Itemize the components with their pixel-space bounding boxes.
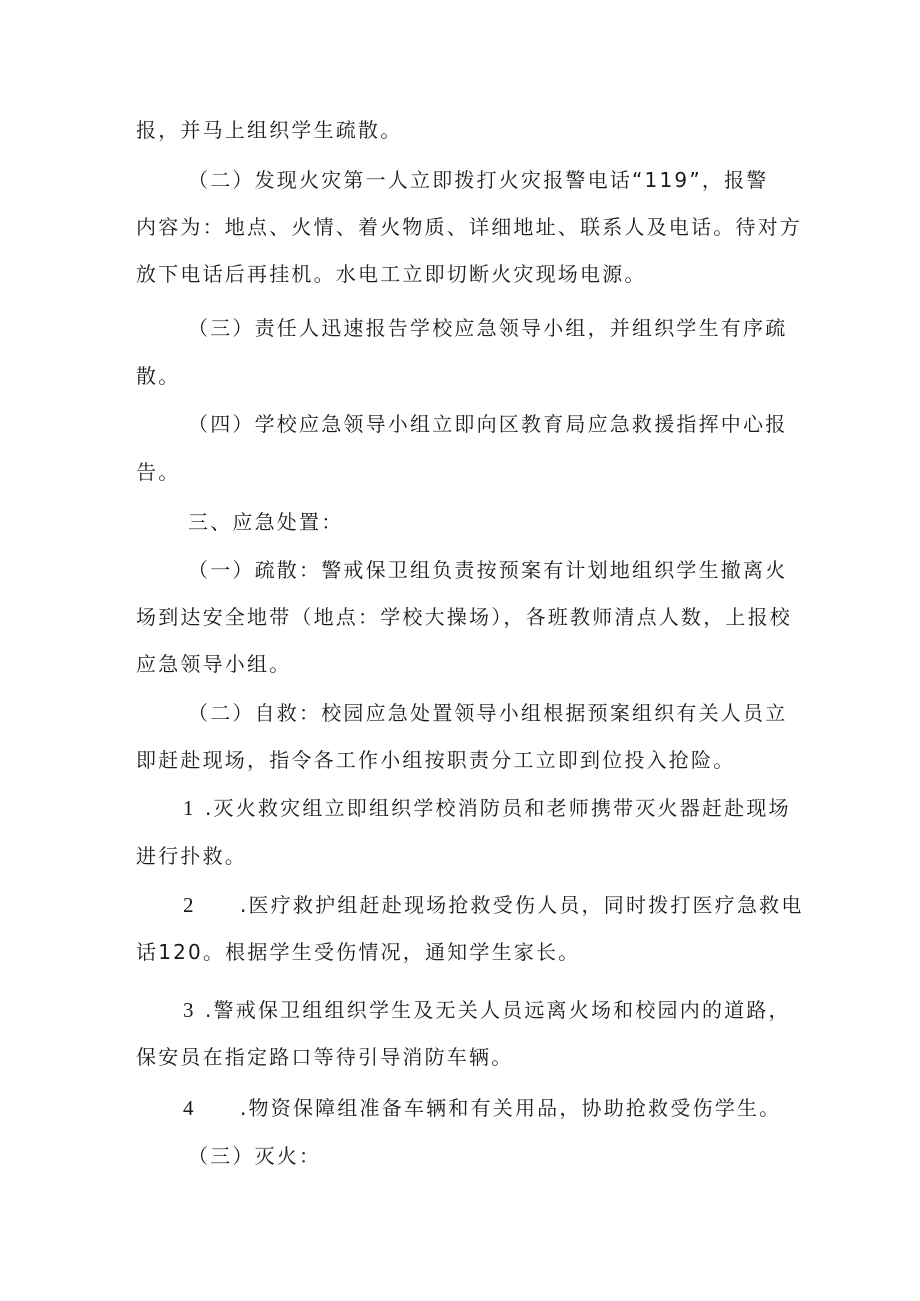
text-line: （一）疏散：警戒保卫组负责按预案有计划地组织学生撤离火 [188, 558, 788, 582]
text-line: 散。 [136, 364, 181, 388]
text-line: 进行扑救。 [136, 844, 247, 868]
text-line: .物资保障组准备车辆和有关用品，协助抢救受伤学生。 [240, 1096, 782, 1120]
item-number: 3 [183, 998, 194, 1022]
text-line: 放下电话后再挂机。水电工立即切断火灾现场电源。 [136, 262, 647, 286]
text-line: 应急领导小组。 [136, 652, 292, 676]
text-line: 内容为：地点、火情、着火物质、详细地址、联系人及电话。待对方 [136, 215, 802, 239]
text-line: 报，并马上组织学生疏散。 [136, 118, 403, 142]
text-line: （二）发现火灾第一人立即拨打火灾报警电话“119”，报警 [188, 168, 769, 192]
text-line: 场到达安全地带（地点：学校大操场），各班教师清点人数，上报校 [136, 605, 792, 629]
item-number: 2 [183, 893, 194, 917]
text-line: .灭火救灾组立即组织学校消防员和老师携带灭火器赶赴现场 [205, 796, 791, 820]
item-number: 1 [183, 796, 194, 820]
item-number: 4 [183, 1096, 194, 1120]
text-line: （三）责任人迅速报告学校应急领导小组，并组织学生有序疏 [188, 316, 788, 340]
text-line: 话120。根据学生受伤情况，通知学生家长。 [136, 940, 581, 964]
text-line: （二）自救：校园应急处置领导小组根据预案组织有关人员立 [188, 701, 788, 725]
text-line: 告。 [136, 460, 181, 484]
text-line: .医疗救护组赶赴现场抢救受伤人员，同时拨打医疗急救电 [240, 893, 804, 917]
section-heading: （三）灭火： [188, 1144, 322, 1168]
text-line: 即赶赴现场，指令各工作小组按职责分工立即到位投入抢险。 [136, 748, 736, 772]
section-heading: 三、应急处置： [188, 510, 344, 534]
text-line: .警戒保卫组组织学生及无关人员远离火场和校园内的道路， [205, 998, 791, 1022]
text-line: 保安员在指定路口等待引导消防车辆。 [136, 1045, 514, 1069]
text-line: （四）学校应急领导小组立即向区教育局应急救援指挥中心报 [188, 412, 788, 436]
